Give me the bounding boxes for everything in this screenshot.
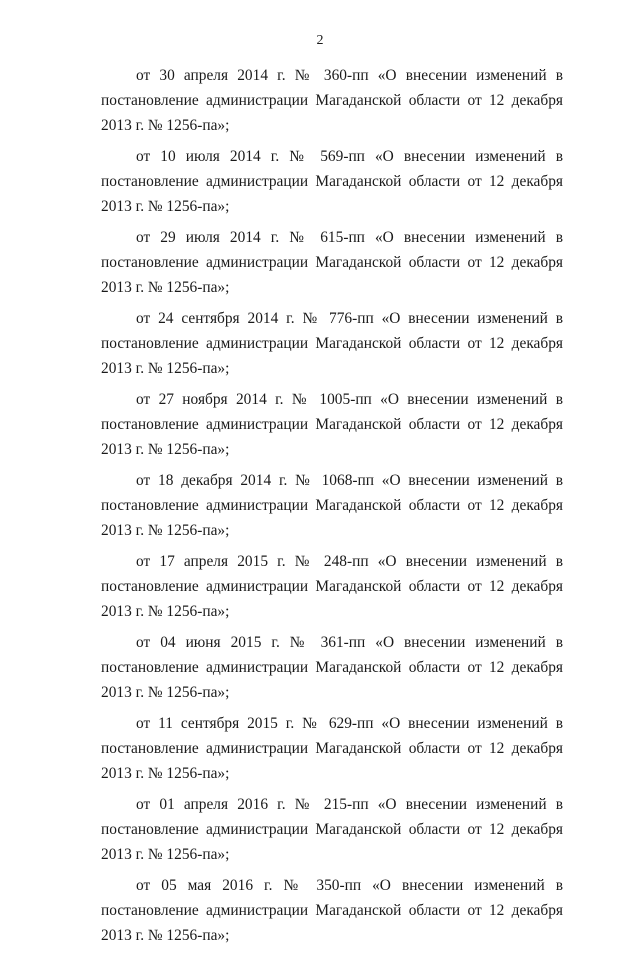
amendment-paragraph: от 29 июля 2014 г. № 615-пп «О внесении изменений в постановление администрации Магаданской области от 12 декабря 2013 г. № 1256-па»; (101, 229, 563, 296)
amendment-paragraph: от 11 сентября 2015 г. № 629-пп «О внесении изменений в постановление администрации Магаданской области от 12 декабря 2013 г. № 1256-па»; (101, 715, 563, 782)
document-body (101, 63, 563, 954)
amendment-paragraph: от 01 апреля 2016 г. № 215-пп «О внесении изменений в постановление администрации Магаданской области от 12 декабря 2013 г. № 1256-па»; (101, 796, 563, 863)
amendment-paragraph: от 30 апреля 2014 г. № 360-пп «О внесении изменений в постановление администрации Магаданской области от 12 декабря 2013 г. № 1256-па»; (101, 67, 563, 134)
amendment-paragraph: от 10 июля 2014 г. № 569-пп «О внесении изменений в постановление администрации Магаданской области от 12 декабря 2013 г. № 1256-па»; (101, 148, 563, 215)
amendment-paragraph: от 04 июня 2015 г. № 361-пп «О внесении изменений в постановление администрации Магаданской области от 12 декабря 2013 г. № 1256-па»; (101, 634, 563, 701)
page-number: 2 (316, 33, 324, 48)
amendment-paragraph: от 24 сентября 2014 г. № 776-пп «О внесении изменений в постановление администрации Магаданской области от 12 декабря 2013 г. № 1256-па»; (101, 310, 563, 377)
amendment-paragraph: от 27 ноября 2014 г. № 1005-пп «О внесении изменений в постановление администрации Магаданской области от 12 декабря 2013 г. № 1256-па»; (101, 391, 563, 458)
amendment-paragraph: от 17 апреля 2015 г. № 248-пп «О внесении изменений в постановление администрации Магаданской области от 12 декабря 2013 г. № 1256-па»; (101, 553, 563, 620)
amendment-paragraph: от 05 мая 2016 г. № 350-пп «О внесении изменений в постановление администрации Магаданской области от 12 декабря 2013 г. № 1256-па»; (101, 877, 563, 944)
amendment-paragraph: от 18 декабря 2014 г. № 1068-пп «О внесении изменений в постановление администрации Магаданской области от 12 декабря 2013 г. № 1256-па»; (101, 472, 563, 539)
